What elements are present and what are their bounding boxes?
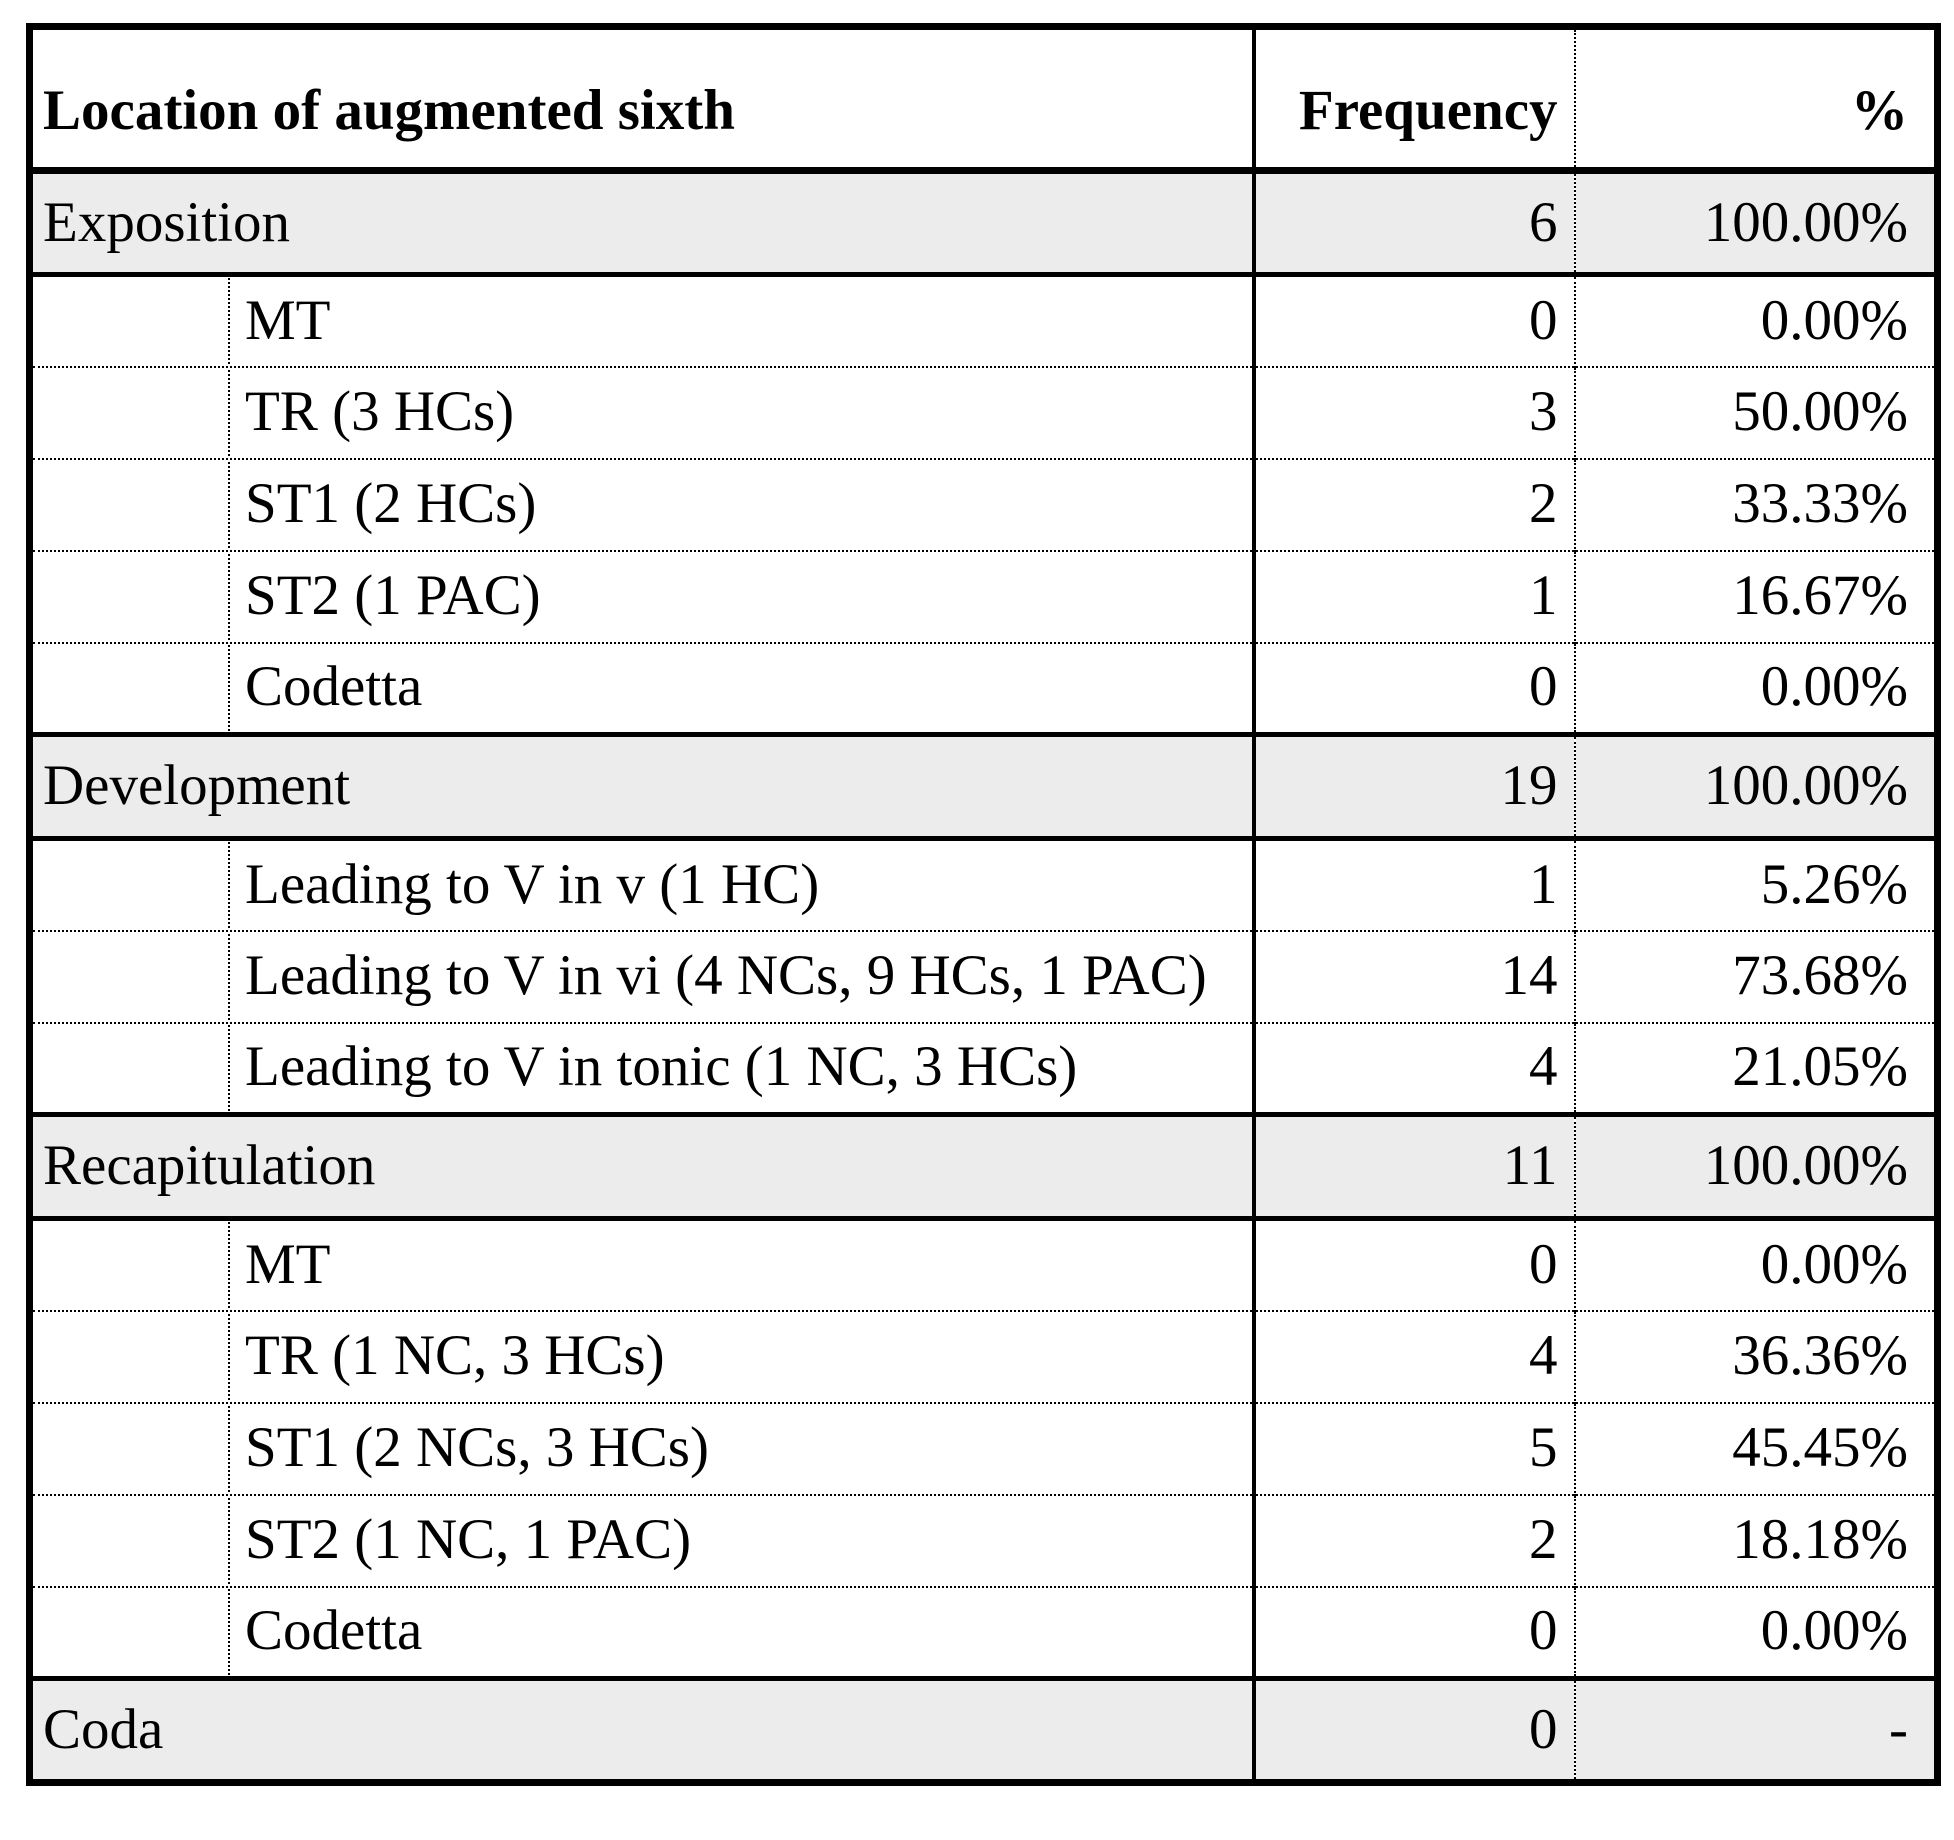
frequency-cell: 4	[1254, 1311, 1575, 1403]
location-cell	[30, 735, 1254, 839]
location-label: ST2 (1 NC, 1 PAC)	[245, 1508, 692, 1572]
frequency-cell: 0	[1254, 643, 1575, 735]
sub-row	[30, 1023, 1938, 1115]
location-cell	[30, 551, 1254, 643]
frequency-cell: 0	[1254, 1679, 1575, 1783]
indent-guide-line	[228, 551, 230, 643]
indent-guide-line	[228, 1219, 230, 1311]
location-cell	[30, 1495, 1254, 1587]
table-header	[30, 27, 1938, 171]
sub-row	[30, 551, 1938, 643]
sub-row	[30, 459, 1938, 551]
location-label: Leading to V in vi (4 NCs, 9 HCs, 1 PAC)	[245, 944, 1207, 1008]
sub-row	[30, 643, 1938, 735]
percent-cell: 100.00%	[1575, 171, 1938, 275]
percent-cell: 0.00%	[1575, 1219, 1938, 1311]
location-label: ST1 (2 NCs, 3 HCs)	[245, 1416, 709, 1480]
frequency-cell: 14	[1254, 931, 1575, 1023]
location-label: MT	[245, 288, 331, 352]
location-label: Development	[43, 754, 351, 818]
table-body	[30, 171, 1938, 1783]
location-label: Codetta	[245, 655, 423, 719]
frequency-cell: 11	[1254, 1115, 1575, 1219]
column-header-frequency: Frequency	[1254, 27, 1575, 171]
percent-cell: 5.26%	[1575, 839, 1938, 931]
percent-cell: 100.00%	[1575, 1115, 1938, 1219]
location-cell	[30, 643, 1254, 735]
sub-row	[30, 839, 1938, 931]
location-cell	[30, 839, 1254, 931]
location-label: TR (1 NC, 3 HCs)	[245, 1324, 665, 1388]
column-header-percent: %	[1575, 27, 1938, 171]
frequency-cell: 6	[1254, 171, 1575, 275]
location-label: Recapitulation	[43, 1134, 376, 1198]
sub-row	[30, 1495, 1938, 1587]
indent-guide-line	[228, 839, 230, 931]
location-cell	[30, 1587, 1254, 1679]
section-row	[30, 171, 1938, 275]
column-header-location: Location of augmented sixth	[30, 27, 1254, 171]
location-label: TR (3 HCs)	[245, 380, 515, 444]
section-row	[30, 1679, 1938, 1783]
frequency-cell: 4	[1254, 1023, 1575, 1115]
location-label: MT	[245, 1232, 331, 1296]
indent-guide-line	[228, 459, 230, 551]
location-cell	[30, 275, 1254, 367]
percent-cell: 0.00%	[1575, 275, 1938, 367]
percent-cell: 100.00%	[1575, 735, 1938, 839]
indent-guide-line	[228, 275, 230, 367]
location-label: Exposition	[43, 190, 291, 254]
location-cell	[30, 1115, 1254, 1219]
percent-cell: 0.00%	[1575, 643, 1938, 735]
percent-cell: 36.36%	[1575, 1311, 1938, 1403]
percent-cell: 16.67%	[1575, 551, 1938, 643]
location-cell	[30, 1311, 1254, 1403]
frequency-cell: 1	[1254, 551, 1575, 643]
location-label: Leading to V in v (1 HC)	[245, 852, 820, 916]
percent-cell: -	[1575, 1679, 1938, 1783]
percent-cell: 21.05%	[1575, 1023, 1938, 1115]
frequency-cell: 0	[1254, 1219, 1575, 1311]
frequency-cell: 19	[1254, 735, 1575, 839]
location-label: Leading to V in tonic (1 NC, 3 HCs)	[245, 1035, 1078, 1099]
location-cell	[30, 367, 1254, 459]
location-label: ST1 (2 HCs)	[245, 472, 537, 536]
location-cell	[30, 1679, 1254, 1783]
percent-cell: 45.45%	[1575, 1403, 1938, 1495]
indent-guide-line	[228, 1587, 230, 1679]
frequency-cell: 0	[1254, 1587, 1575, 1679]
location-cell	[30, 171, 1254, 275]
section-row	[30, 735, 1938, 839]
location-cell	[30, 931, 1254, 1023]
sub-row	[30, 1587, 1938, 1679]
indent-guide-line	[228, 931, 230, 1023]
header-row	[30, 27, 1938, 171]
location-cell	[30, 1023, 1254, 1115]
sub-row	[30, 1219, 1938, 1311]
frequency-cell: 1	[1254, 839, 1575, 931]
location-cell	[30, 1219, 1254, 1311]
sub-row	[30, 1311, 1938, 1403]
location-label: ST2 (1 PAC)	[245, 564, 541, 628]
indent-guide-line	[228, 1403, 230, 1495]
frequency-cell: 0	[1254, 275, 1575, 367]
indent-guide-line	[228, 1311, 230, 1403]
section-row	[30, 1115, 1938, 1219]
location-label: Coda	[43, 1697, 164, 1761]
sub-row	[30, 931, 1938, 1023]
frequency-cell: 3	[1254, 367, 1575, 459]
location-label: Codetta	[245, 1599, 423, 1663]
location-cell	[30, 1403, 1254, 1495]
percent-cell: 73.68%	[1575, 931, 1938, 1023]
indent-guide-line	[228, 367, 230, 459]
percent-cell: 50.00%	[1575, 367, 1938, 459]
frequency-cell: 5	[1254, 1403, 1575, 1495]
percent-cell: 0.00%	[1575, 1587, 1938, 1679]
frequency-cell: 2	[1254, 1495, 1575, 1587]
percent-cell: 33.33%	[1575, 459, 1938, 551]
augmented-sixth-location-table	[26, 23, 1941, 1786]
sub-row	[30, 275, 1938, 367]
indent-guide-line	[228, 643, 230, 735]
sub-row	[30, 367, 1938, 459]
location-cell	[30, 459, 1254, 551]
indent-guide-line	[228, 1023, 230, 1115]
percent-cell: 18.18%	[1575, 1495, 1938, 1587]
sub-row	[30, 1403, 1938, 1495]
indent-guide-line	[228, 1495, 230, 1587]
frequency-cell: 2	[1254, 459, 1575, 551]
